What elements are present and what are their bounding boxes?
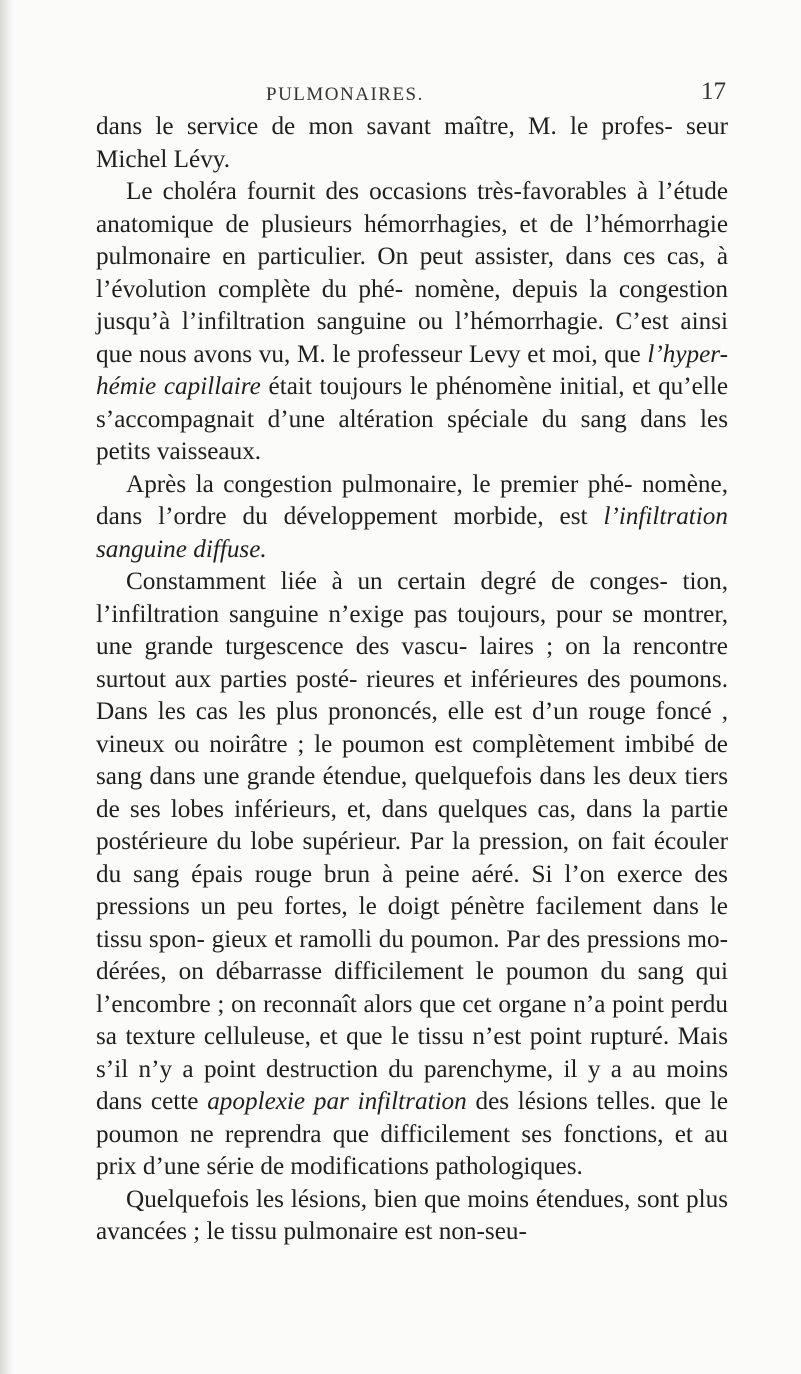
text-segment: Le choléra fournit des occasions très-favorables à l’étude anatomique de plusieurs hémorrhagies, et de l’hémorrhagie pulmonaire en particulier. On peut assister, dans ces cas, à l’évolution complète du phé- nomène, depuis la congestion jusqu’à l’infiltration sanguine ou l’hémorrhagie. C’est ainsi que nous avons vu, M. le professeur Levy et moi, que bbox=[96, 178, 728, 368]
text-segment: des lésions telles. que le poumon ne reprendra que difficilement ses fonctions, et au prix d’une série de modifications pathologiques. bbox=[96, 1088, 729, 1180]
page-header bbox=[96, 78, 726, 108]
paragraph bbox=[96, 566, 728, 1184]
paragraph bbox=[96, 111, 728, 176]
italic-term: l’hyper- hémie capillaire bbox=[96, 340, 728, 400]
text-segment: Quelquefois les lésions, bien que moins étendues, sont plus avancées ; le tissu pulmonaire est non-seu- bbox=[96, 1185, 728, 1245]
text-segment: Constamment liée à un certain degré de conges- tion, l’infiltration sanguine n’exige pas toujours, pour se montrer, une grande turgescence des vascu- laires ; on la rencontre surtout aux parties posté- rieures et inférieures des poumons. Dans les cas les plus prononcés, elle est d’un rouge foncé , vineux ou noirâtre ; le poumon est complètement imbibé de sang dans une grande étendue, quelquefois dans les deux tiers de ses lobes inférieurs, et, dans quelques cas, dans la partie postérieure du lobe supérieur. Par la pression, on fait écouler du sang épais rouge brun à peine aéré. Si l’on exerce des pressions un peu fortes, le doigt pénètre facilement dans le tissu spon- gieux et ramolli du poumon. Par des pressions mo- dérées, on débarrasse difficilement le poumon du sang qui l’encombre ; on reconnaît alors que cet organe n’a point perdu sa texture celluleuse, et que le tissu n’est point rupturé. Mais s’il n’y a point destruction du parenchyme, il y a au moins dans cette bbox=[96, 568, 728, 1115]
italic-term: l’infiltration sanguine diffuse. bbox=[96, 503, 728, 563]
paragraph bbox=[96, 469, 728, 567]
text-segment: Après la congestion pulmonaire, le premier phé- nomène, dans l’ordre du développement morbide, est bbox=[96, 470, 728, 530]
italic-term: apoplexie par infiltration bbox=[207, 1088, 467, 1115]
page-number: 17 bbox=[701, 78, 726, 105]
body-text bbox=[96, 111, 728, 1249]
text-segment: dans le service de mon savant maître, M. le profes- seur Michel Lévy. bbox=[96, 113, 728, 173]
paragraph bbox=[96, 1184, 728, 1249]
text-segment: était toujours le phénomène initial, et qu’elle s’accompagnait d’une altération spéciale du sang dans les petits vaisseaux. bbox=[96, 373, 728, 465]
binding-shadow bbox=[0, 0, 14, 1374]
paragraph bbox=[96, 176, 728, 469]
running-head: PULMONAIRES. bbox=[266, 84, 424, 105]
